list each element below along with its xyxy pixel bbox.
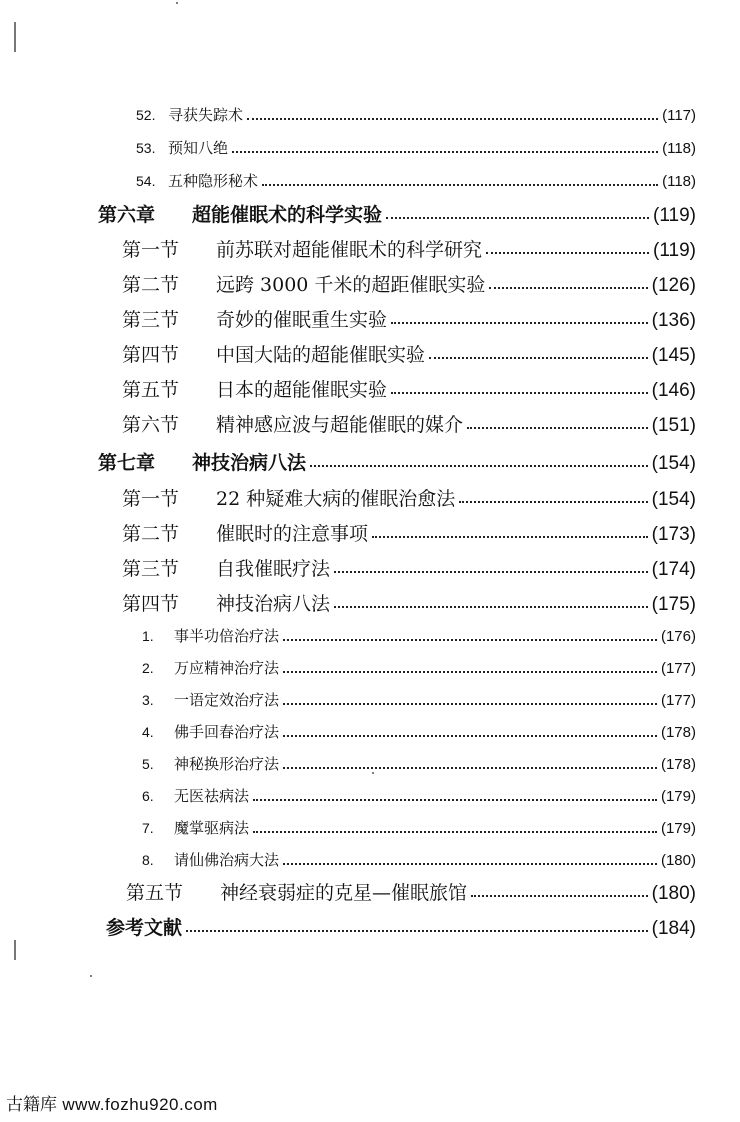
toc-section[interactable] [122,519,696,546]
entry-page: (175) [651,594,696,615]
toc-entry[interactable] [142,657,696,678]
entry-title: 事半功倍治疗法 [174,627,280,645]
section-title: 奇妙的催眠重生实验 [216,309,388,331]
entry-page: (126) [651,275,696,296]
section-number: 第五节 [122,379,180,401]
leader-dots [253,799,657,801]
entry-page: (178) [660,756,696,773]
entry-page: (184) [651,918,696,939]
leader-dots [489,287,647,289]
entry-title: 佛手回春治疗法 [174,723,280,741]
section-number: 第四节 [122,593,180,615]
section-number: 第一节 [122,239,180,261]
watermark-site: www.fozhu920.com [62,1095,218,1114]
leader-dots [372,536,648,538]
leader-dots [391,392,648,394]
leader-dots [283,735,657,737]
entry-page: (154) [651,453,696,474]
entry-page: (117) [662,107,696,124]
section-number: 第六节 [122,414,180,436]
leader-dots [486,252,649,254]
section-title: 日本的超能催眠实验 [216,379,388,401]
toc-section[interactable] [122,305,696,332]
section-title: 神技治病八法 [216,593,331,615]
leader-dots [310,465,648,467]
entry-title: 寻获失踪术 [168,106,244,124]
leader-dots [459,501,647,503]
leader-dots [232,151,658,153]
section-number: 第五节 [126,882,184,904]
section-title: 22 种疑难大病的催眠治愈法 [216,488,456,510]
toc-section[interactable] [122,554,696,581]
leader-dots [471,895,648,897]
toc-entry[interactable] [136,170,696,191]
entry-page: (151) [651,415,696,436]
section-title: 催眠时的注意事项 [216,523,369,545]
entry-number: 3. [142,692,154,708]
entry-title: 无医祛病法 [174,787,250,805]
leader-dots [334,606,648,608]
toc-chapter[interactable] [98,200,696,227]
entry-title: 预知八绝 [168,139,229,157]
entry-page: (178) [660,724,696,741]
entry-number: 54. [136,173,156,189]
entry-page: (177) [660,692,696,709]
toc-entry[interactable] [136,137,696,158]
toc-section[interactable] [122,410,696,437]
section-title: 前苏联对超能催眠术的科学研究 [216,239,483,261]
toc-section[interactable] [122,235,696,262]
toc-entry[interactable] [142,689,696,710]
section-number: 第二节 [122,523,180,545]
entry-number: 4. [142,724,154,740]
entry-page: (119) [653,205,696,226]
entry-title: 一语定效治疗法 [174,691,280,709]
entry-page: (119) [653,240,696,261]
toc-section[interactable] [122,340,696,367]
entry-page: (154) [651,489,696,510]
section-number: 第一节 [122,488,180,510]
toc-section[interactable] [122,270,696,297]
scan-speck [90,975,92,977]
toc-section[interactable] [122,484,696,511]
entry-page: (180) [660,852,696,869]
leader-dots [283,863,657,865]
entry-number: 6. [142,788,154,804]
section-title: 精神感应波与超能催眠的媒介 [216,414,464,436]
entry-title: 魔掌驱病法 [174,819,250,837]
leader-dots [283,671,657,673]
entry-page: (174) [651,559,696,580]
entry-number: 2. [142,660,154,676]
section-number: 第三节 [122,309,180,331]
chapter-title: 超能催眠术的科学实验 [192,204,383,226]
leader-dots [186,930,648,932]
scan-margin-line [14,940,16,960]
leader-dots [386,217,649,219]
scan-margin-line [14,22,16,52]
toc-section[interactable] [126,878,696,905]
leader-dots [283,767,657,769]
toc-entry[interactable] [142,849,696,870]
toc-section[interactable] [122,589,696,616]
toc-chapter[interactable] [98,448,696,475]
section-title: 神经衰弱症的克星—催眠旅馆 [220,882,468,904]
leader-dots [391,322,648,324]
references-title: 参考文献 [106,917,183,939]
section-number: 第二节 [122,274,180,296]
entry-page: (118) [662,173,696,190]
entry-page: (136) [651,310,696,331]
section-number: 第三节 [122,558,180,580]
watermark-label: 古籍库 [6,1095,57,1115]
entry-page: (179) [660,788,696,805]
leader-dots [334,571,648,573]
entry-page: (176) [660,628,696,645]
toc-references[interactable] [106,913,696,940]
entry-page: (177) [660,660,696,677]
entry-page: (146) [651,380,696,401]
entry-number: 53. [136,140,156,156]
leader-dots [262,184,658,186]
toc-entry[interactable] [142,753,696,774]
toc-section[interactable] [122,375,696,402]
section-title: 远跨 3000 千米的超距催眠实验 [216,274,486,296]
entry-page: (118) [662,140,696,157]
entry-page: (179) [660,820,696,837]
leader-dots [467,427,648,429]
entry-number: 5. [142,756,154,772]
chapter-number: 第六章 [98,204,156,226]
leader-dots [429,357,648,359]
entry-number: 8. [142,852,154,868]
entry-number: 1. [142,628,154,644]
section-title: 中国大陆的超能催眠实验 [216,344,426,366]
leader-dots [283,703,657,705]
watermark-footer [6,1090,218,1115]
toc-entry[interactable] [142,785,696,806]
toc-entry[interactable] [142,721,696,742]
entry-number: 52. [136,107,156,123]
chapter-number: 第七章 [98,452,156,474]
entry-page: (145) [651,345,696,366]
leader-dots [247,118,658,120]
scan-speck [176,2,178,4]
toc-entry[interactable] [136,104,696,125]
entry-page: (180) [651,883,696,904]
leader-dots [283,639,657,641]
entry-title: 五种隐形秘术 [168,172,259,190]
section-number: 第四节 [122,344,180,366]
chapter-title: 神技治病八法 [192,452,307,474]
entry-number: 7. [142,820,154,836]
toc-entry[interactable] [142,625,696,646]
leader-dots [253,831,657,833]
entry-page: (173) [651,524,696,545]
toc-entry[interactable] [142,817,696,838]
entry-title: 请仙佛治病大法 [174,851,280,869]
entry-title: 神秘换形治疗法 [174,755,280,773]
section-title: 自我催眠疗法 [216,558,331,580]
entry-title: 万应精神治疗法 [174,659,280,677]
